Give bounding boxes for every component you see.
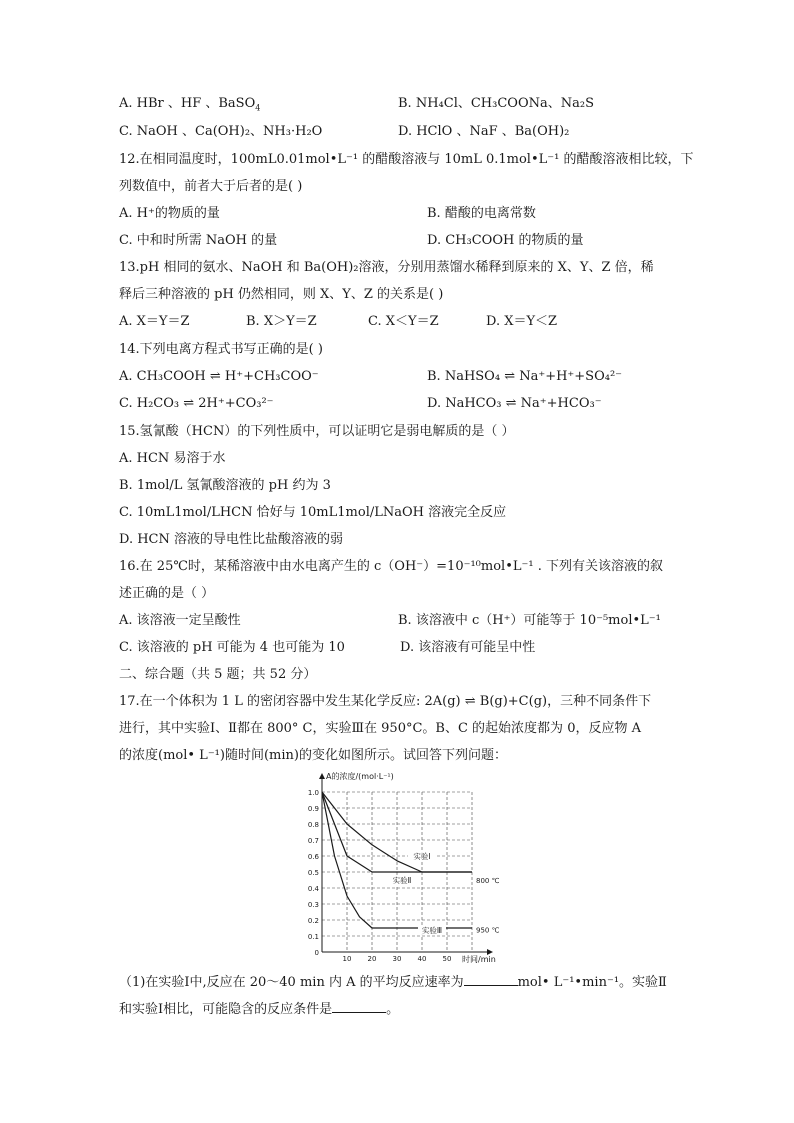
q14-option-a: A. CH₃COOH ⇌ H⁺+CH₃COO⁻ (119, 369, 319, 384)
section-heading: 二、综合题（共 5 题；共 52 分） (119, 667, 317, 682)
q13-stem-line2: 释后三种溶液的 pH 仍然相同，则 X、Y、Z 的关系是( ) (119, 287, 444, 302)
answer-blank-condition[interactable] (332, 1000, 386, 1013)
q13-option-c: C. X＜Y＝Z (368, 314, 439, 329)
y-tick-label: 0.3 (307, 901, 319, 909)
y-tick-label: 1.0 (307, 789, 319, 797)
q17-text-line3: 的浓度(mol• L⁻¹)随时间(min)的变化如图所示。试回答下列问题： (119, 748, 507, 763)
q13-option-a: A. X＝Y＝Z (119, 314, 190, 329)
q12-option-c: C. 中和时所需 NaOH 的量 (119, 233, 278, 248)
q14-option-c: C. H₂CO₃ ⇌ 2H⁺+CO₃²⁻ (119, 396, 274, 411)
q15-option-a: A. HCN 易溶于水 (119, 451, 226, 466)
q15-stem: 15.氢氰酸（HCN）的下列性质中，可以证明它是弱电解质的是（ ） (119, 424, 515, 439)
q14-stem: 14.下列电离方程式书写正确的是( ) (119, 342, 323, 357)
answer-blank-rate[interactable] (464, 973, 518, 986)
q16-option-d: D. 该溶液有可能呈中性 (400, 640, 536, 655)
y-tick-label: 0.4 (307, 885, 319, 893)
temperature-annotation: 800 ℃ (476, 877, 500, 885)
q16-stem-line2: 述正确的是（ ） (119, 586, 215, 601)
y-tick-label: 0.6 (307, 853, 319, 861)
series-label: 实验Ⅰ (413, 852, 431, 862)
q11-option-a: A. HBr 、HF 、BaSO$_4$ (119, 96, 261, 113)
series-label: 实验Ⅱ (392, 876, 412, 886)
x-tick-label: 50 (442, 955, 452, 963)
q17-text-line2: 进行，其中实验Ⅰ、Ⅱ都在 800° C，实验Ⅲ在 950°C。B、C 的起始浓度都为 0，反应物 A (119, 721, 641, 736)
q16-option-a: A. 该溶液一定呈酸性 (119, 613, 241, 628)
q12-stem-line1: 12.在相同温度时，100mL0.01mol•L⁻¹ 的醋酸溶液与 10mL 0.1mol•L⁻¹ 的醋酸溶液相比较，下 (119, 152, 694, 167)
series-label: 实验Ⅲ (421, 925, 443, 935)
y-axis-label: A的浓度/(mol·L⁻¹) (326, 772, 394, 781)
q12-option-a: A. H⁺的物质的量 (119, 206, 220, 221)
q12-stem-line2: 列数值中，前者大于后者的是( ) (119, 179, 303, 194)
q13-option-b: B. X＞Y＝Z (246, 314, 317, 329)
concentration-chart (300, 770, 500, 965)
q15-option-d: D. HCN 溶液的导电性比盐酸溶液的弱 (119, 532, 344, 547)
x-tick-labels (343, 955, 452, 963)
y-tick-label: 0.7 (307, 837, 319, 845)
q13-option-d: D. X＝Y＜Z (486, 314, 558, 329)
x-tick-label: 10 (342, 955, 352, 963)
y-tick-label: 0.2 (307, 917, 319, 925)
q17-sub1-line1: （1)在实验Ⅰ中,反应在 20～40 min 内 A 的平均反应速率为 mol• L⁻¹•min⁻¹。实验Ⅱ (119, 975, 667, 990)
y-tick-label: 0.5 (307, 869, 319, 877)
q12-option-b: B. 醋酸的电离常数 (427, 206, 536, 221)
q11-option-c: C. NaOH 、Ca(OH)₂、NH₃·H₂O (119, 124, 323, 139)
q16-stem-line1: 16.在 25℃时，某稀溶液中由水电离产生的 c（OH⁻）=10⁻¹⁰mol•L⁻¹ . 下列有关该溶液的叙 (119, 559, 663, 574)
q13-stem-line1: 13.pH 相同的氨水、NaOH 和 Ba(OH)₂溶液，分别用蒸馏水稀释到原来的 X、Y、Z 倍，稀 (119, 260, 654, 275)
q11-option-b: B. NH₄Cl、CH₃COONa、Na₂S (398, 96, 594, 111)
q16-option-b: B. 该溶液中 c（H⁺）可能等于 10⁻⁵mol•L⁻¹ (398, 613, 661, 628)
q17-sub1-line2: 和实验Ⅰ相比，可能隐含的反应条件是 。 (119, 1002, 400, 1017)
q12-option-d: D. CH₃COOH 的物质的量 (427, 233, 584, 248)
temperature-annotation: 950 ℃ (476, 926, 500, 935)
q14-option-d: D. NaHCO₃ ⇌ Na⁺+HCO₃⁻ (427, 396, 602, 411)
x-tick-label: 40 (417, 955, 427, 963)
q15-option-c: C. 10mL1mol/LHCN 恰好与 10mL1mol/LNaOH 溶液完全反应 (119, 505, 507, 520)
q11-option-d: D. HClO 、NaF 、Ba(OH)₂ (398, 124, 570, 139)
x-tick-label: 20 (367, 955, 377, 963)
y-tick-label: 0 (314, 949, 319, 957)
y-tick-labels (308, 789, 320, 957)
q14-option-b: B. NaHSO₄ ⇌ Na⁺+H⁺+SO₄²⁻ (427, 369, 623, 384)
x-axis-label: 时间/min (462, 955, 496, 964)
y-tick-label: 0.1 (307, 933, 319, 941)
q15-option-b: B. 1mol/L 氢氰酸溶液的 pH 约为 3 (119, 478, 331, 493)
q17-text-line1: 17.在一个体积为 1 L 的密闭容器中发生某化学反应: 2A(g) ⇌ B(g)+C(g)，三种不同条件下 (119, 694, 652, 709)
chart-annotations (476, 877, 500, 935)
q16-option-c: C. 该溶液的 pH 可能为 4 也可能为 10 (119, 640, 345, 655)
y-tick-label: 0.8 (307, 821, 319, 829)
y-tick-label: 0.9 (307, 805, 319, 813)
x-tick-label: 30 (392, 955, 402, 963)
